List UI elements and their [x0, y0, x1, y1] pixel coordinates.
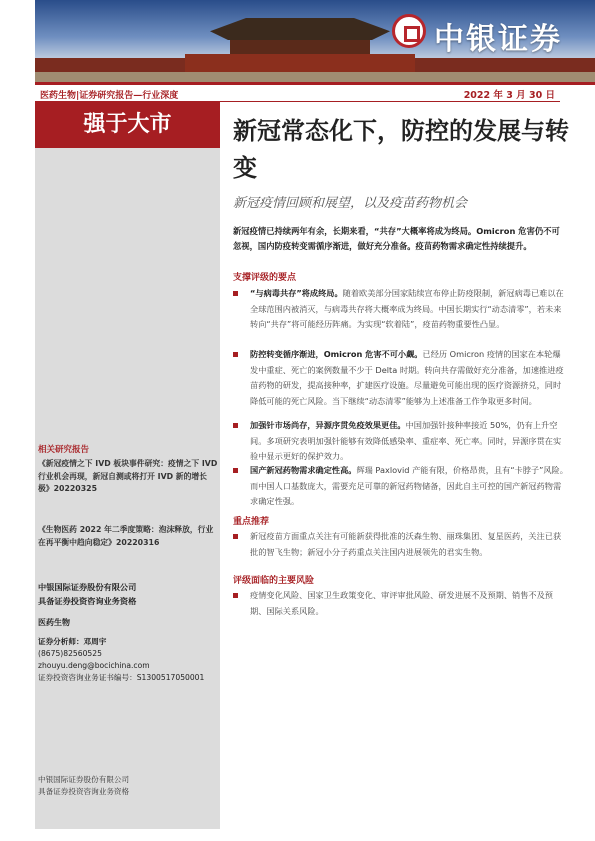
analyst-info: [38, 636, 204, 684]
bank-logo-icon: [392, 14, 426, 48]
rating-badge: 强于大市: [35, 102, 220, 148]
company-name: 中银国际证券股份有限公司: [38, 582, 137, 592]
bullet-square-icon: [233, 291, 238, 296]
palace-eaves: [230, 40, 370, 54]
analyst-phone: (8675)82560525: [38, 649, 102, 658]
report-type: 医药生物|证券研究报告—行业深度: [40, 91, 179, 101]
bullet-square-icon: [233, 593, 238, 598]
bullet-heading: “与病毒共存”将成终局。: [250, 288, 343, 298]
header-rule: [35, 82, 595, 85]
section-support-heading: 支撑评级的要点: [233, 273, 297, 283]
company-qualification: 具备证券投资咨询业务资格: [38, 596, 137, 606]
bullet-heading: 防控转变循序渐进，Omicron 危害不可小觑。: [250, 349, 423, 359]
footer-company-qualification: 具备证券投资咨询业务资格: [38, 786, 130, 796]
section-focus-heading: 重点推荐: [233, 517, 270, 527]
list-item: [233, 588, 568, 619]
bullet-text: 辉瑞 Paxlovid 产能有限，价格昂贵，且有“卡脖子”风险。而中国人口基数庞大，需要充足可靠的新冠药物储备，因此自主可控的国产新冠药物需求确定性强。: [250, 465, 568, 506]
report-title: 新冠常态化下，防控的发展与转变: [233, 116, 569, 182]
company-info: [38, 580, 136, 608]
list-item: [233, 286, 568, 333]
bullet-heading: 加强针市场尚存，异源序贯免疫效果更佳。: [250, 420, 406, 430]
palace-roof: [210, 18, 390, 40]
list-item: [233, 347, 568, 409]
list-item: [233, 418, 568, 465]
summary-intro: 新冠疫情已持续两年有余，长期来看，“共存”大概率将成为终局。Omicron 危害仍不可忽视，国内防疫转变需循序渐进，做好充分准备。疫苗药物需求确定性持续提升。: [233, 226, 560, 251]
bullet-square-icon: [233, 468, 238, 473]
bullet-square-icon: [233, 423, 238, 428]
bullet-text: 中国加强针接种率接近 50%，仍有上升空间。多项研究表明加强针能够有效降低感染率、重症率、死亡率。同时，异源序贯在实验中显示更好的保护效力。: [250, 420, 562, 461]
related-report-link[interactable]: 《新冠疫情之下 IVD 板块事件研究：疫情之下 IVD 行业机会再现，新冠自测或将打开 IVD 新的增长极》20220325: [38, 459, 218, 493]
report-date: 2022 年 3 月 30 日: [463, 90, 555, 101]
footer-company: [38, 774, 129, 797]
industry-label: 医药生物: [38, 618, 70, 627]
analyst-license: 证券投资咨询业务证书编号：S1300517050001: [38, 673, 205, 682]
list-item: [233, 463, 568, 510]
bullet-square-icon: [233, 352, 238, 357]
bullet-text: 已经历 Omicron 疫情的国家在本轮爆发中重症、死亡的案例数量不少于 Delta 时期。转向共存需做好充分准备，加速推进疫苗药物的研发，提高接种率，扩建医疗设施。尽量避免可能出现的医疗资源挤兑，同时降低可能的死亡风险。当下继续“动态清零”能够为上述准备工作争取更多时间。: [250, 349, 564, 406]
report-subtitle: 新冠疫情回顾和展望，以及疫苗药物机会: [233, 196, 468, 211]
bullet-text: 新冠疫苗方面重点关注有可能新获得批准的沃森生物、丽珠集团、复星医药，关注已获批的智飞生物；新冠小分子药重点关注国内进展领先的君实生物。: [250, 531, 562, 557]
bullet-text: 随着欧美部分国家陆续宣布停止防疫限制，新冠病毒已难以在全球范围内被消灭，与病毒共存将大概率成为终局。中国长期实行“动态清零”，若未来转向“共存”将可能经历阵痛。为实现“软着陆”，疫苗药物重要性凸显。: [250, 288, 564, 329]
bullet-text: 疫情变化风险、国家卫生政策变化、审评审批风险、研发进展不及预期、销售不及预期、国际关系风险。: [250, 590, 553, 616]
brand-logo-text: 中银证券: [434, 22, 562, 57]
brand-logo: [388, 6, 593, 58]
section-risk-heading: 评级面临的主要风险: [233, 576, 315, 586]
bullet-heading: 国产新冠药物需求确定性高。: [250, 465, 357, 475]
bullet-square-icon: [233, 534, 238, 539]
related-reports-heading: 相关研究报告: [38, 445, 90, 455]
related-report-link[interactable]: 《生物医药 2022 年二季度策略：泡沫释放，行业在再平衡中趋向稳定》20220316: [38, 525, 214, 547]
analyst-email[interactable]: zhouyu.deng@bocichina.com: [38, 661, 150, 670]
list-item: [233, 529, 568, 560]
footer-company-name: 中银国际证券股份有限公司: [38, 775, 130, 784]
palace-steps: [35, 72, 595, 82]
analyst-name: 证券分析师：邓周宇: [38, 637, 107, 646]
